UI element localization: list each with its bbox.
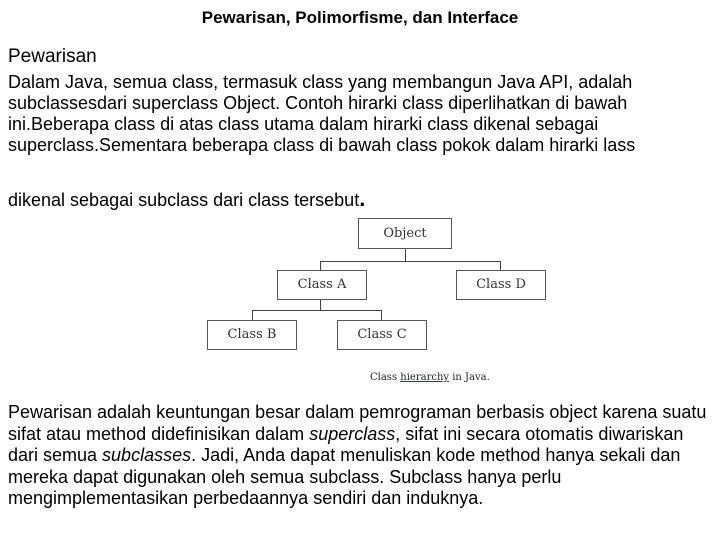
connector-to-class-b [252, 310, 253, 320]
box-class-d: Class D [456, 270, 546, 300]
paragraph-intro: Dalam Java, semua class, termasuk class yang membangun Java API, adalah subclassesdari superclass Object. Contoh hirarki class diperlihatkan di bawah ini.Beberapa class di atas class utama dalam hirarki class dikenal sebagai superclass.Sementara beberapa class di bawah class pokok dalam hirarki lass [8, 72, 636, 155]
connector-object-down [405, 249, 406, 261]
paragraph2-italic-superclass: superclass [309, 423, 396, 444]
paragraph-intro-last-line [8, 186, 365, 212]
box-class-c: Class C [337, 320, 427, 350]
connector-level2-bar [252, 310, 382, 311]
caption-suffix: in Java. [449, 372, 490, 383]
connector-to-class-c [381, 310, 382, 320]
paragraph2-italic-subclasses: subclasses [102, 445, 192, 466]
connector-level1-bar [320, 261, 501, 262]
connector-class-a-down [320, 300, 321, 310]
page-title: Pewarisan, Polimorfisme, dan Interface [201, 8, 519, 27]
class-hierarchy-diagram [200, 214, 526, 394]
paragraph-intro-last-text: dikenal sebagai subclass dari class tersebut [8, 190, 360, 210]
box-class-a: Class A [277, 270, 367, 300]
box-class-b: Class B [207, 320, 297, 350]
box-object: Object [358, 218, 452, 249]
paragraph2-text-2: , sifat ini secara otomatis diwariskan dari semua [8, 423, 684, 466]
paragraph2-text-1: Pewarisan adalah keuntungan besar dalam pemrograman berbasis object karena suatu sifat atau method didefinisikan dalam [8, 402, 707, 444]
caption-underlined-word: hierarchy [400, 372, 450, 383]
paragraph-intro-period: . [359, 186, 366, 211]
caption-prefix: Class [370, 372, 401, 383]
section-heading: Pewarisan [8, 46, 97, 67]
paragraph2-text-3: . Jadi, Anda dapat menuliskan kode method hanya sekali dan mereka dapat digunakan oleh semua subclass. Subclass hanya perlu mengimplementasikan perbedaannya sendiri dan induknya. [8, 445, 681, 509]
diagram-caption [370, 372, 490, 383]
paragraph-inheritance-benefit [8, 402, 716, 510]
